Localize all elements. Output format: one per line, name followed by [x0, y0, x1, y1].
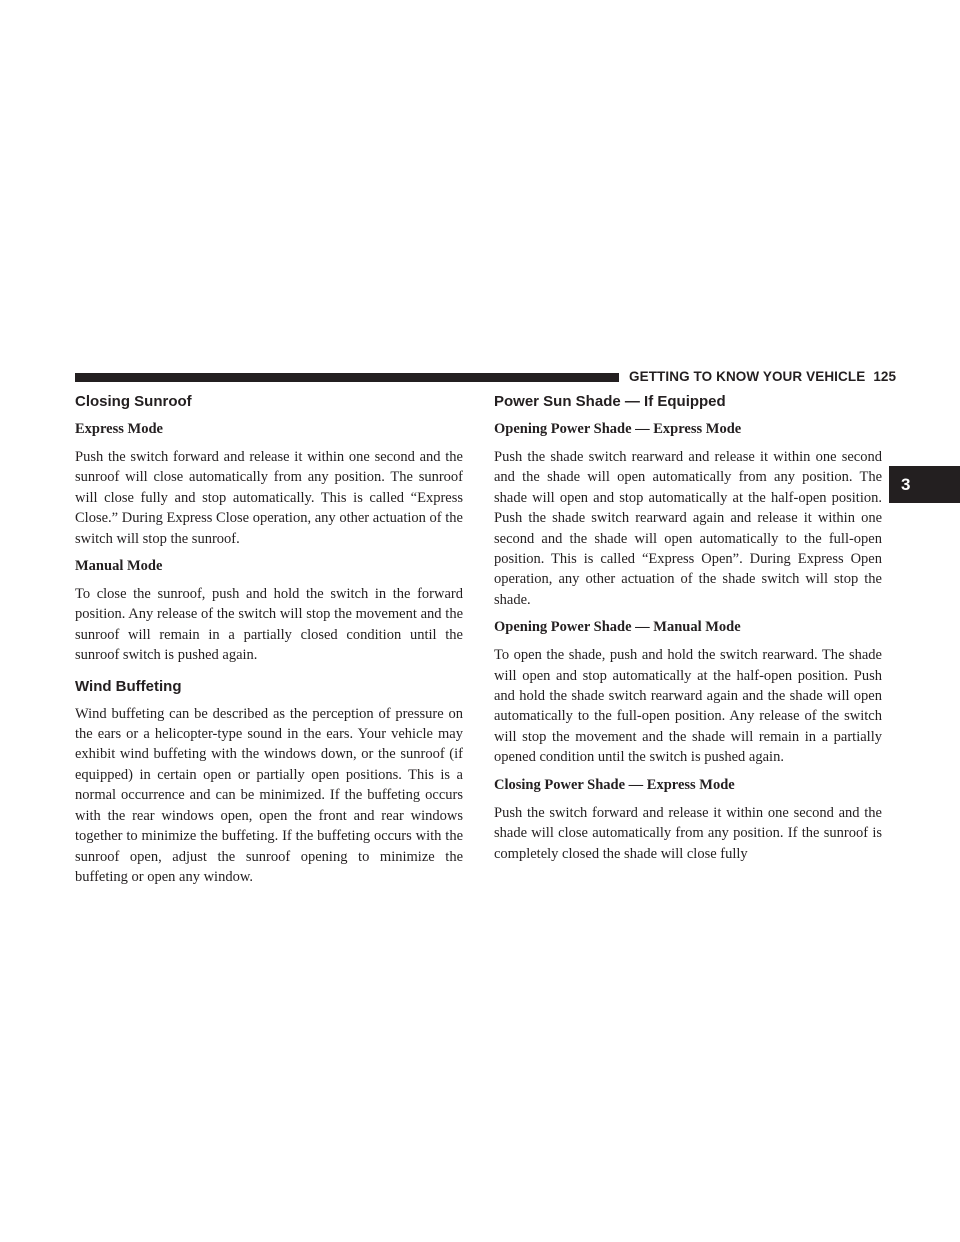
subheading-opening-express: Opening Power Shade — Express Mode — [494, 421, 742, 437]
page-number: 125 — [873, 369, 897, 384]
paragraph-express-close: Push the switch forward and release it within one second and the sunroof will close automatically from any position. The sunroof will close fully and stop automatically. This is called “Express Close.” During Express Close operation, any other actuation of the switch will stop the sunroof. — [75, 449, 463, 547]
paragraph-manual-close: To close the sunroof, push and hold the switch in the forward position. Any release of the switch will stop the movement and the sunroof will remain in a partially closed condition until the sunroof switch is pushed again. — [75, 586, 463, 664]
subheading-opening-manual: Opening Power Shade — Manual Mode — [494, 619, 741, 636]
heading-closing-sunroof: Closing Sunroof — [75, 393, 192, 410]
left-column — [75, 392, 463, 887]
paragraph-opening-manual: To open the shade, push and hold the switch rearward. The shade will open and stop automatically at the half-open position. Push and hold the shade switch rearward again and the shade will open automatically to the full-open position. Any release of the switch will stop the movement and the shade will remain in a partially opened condition until the switch is pushed again. — [494, 647, 882, 766]
heading-power-sun-shade: Power Sun Shade — If Equipped — [494, 393, 726, 410]
paragraph-wind-buffeting: Wind buffeting can be described as the perception of pressure on the ears or a helicopter-type sound in the ears. Your vehicle may exhibit wind buffeting with the windows down, or the sunroof (if equipped) in certain open or partially open positions. This is a normal occurrence and can be minimized. If the buffeting occurs with the rear windows open, open the front and rear windows together to minimize the buffeting. If the buffeting occurs with the sunroof open, adjust the sunroof opening to minimize the buffeting or open any window. — [75, 705, 463, 885]
subheading-closing-express: Closing Power Shade — Express Mode — [494, 776, 735, 793]
paragraph-opening-express: Push the shade switch rearward and release it within one second and the shade will open automatically from any position. The shade will open and stop automatically at the half-open position. Push the shade switch rearward again and release it within one second and the shade will open automatically to the full-open position. This is called “Express Open”. During Express Open operation, any other actuation of the shade switch will stop the shade. — [494, 449, 882, 608]
paragraph-closing-express: Push the switch forward and release it within one second and the shade will close automatically from any position. If the sunroof is completely closed the shade will close fully — [494, 804, 882, 862]
subheading-manual-mode: Manual Mode — [75, 558, 163, 575]
header-rule — [75, 373, 619, 382]
chapter-tab[interactable]: 3 — [889, 466, 960, 503]
subheading-express-mode: Express Mode — [75, 421, 163, 437]
section-title: GETTING TO KNOW YOUR VEHICLE — [629, 369, 866, 384]
heading-wind-buffeting: Wind Buffeting — [75, 677, 182, 695]
right-column — [494, 392, 882, 864]
running-header — [629, 368, 897, 386]
